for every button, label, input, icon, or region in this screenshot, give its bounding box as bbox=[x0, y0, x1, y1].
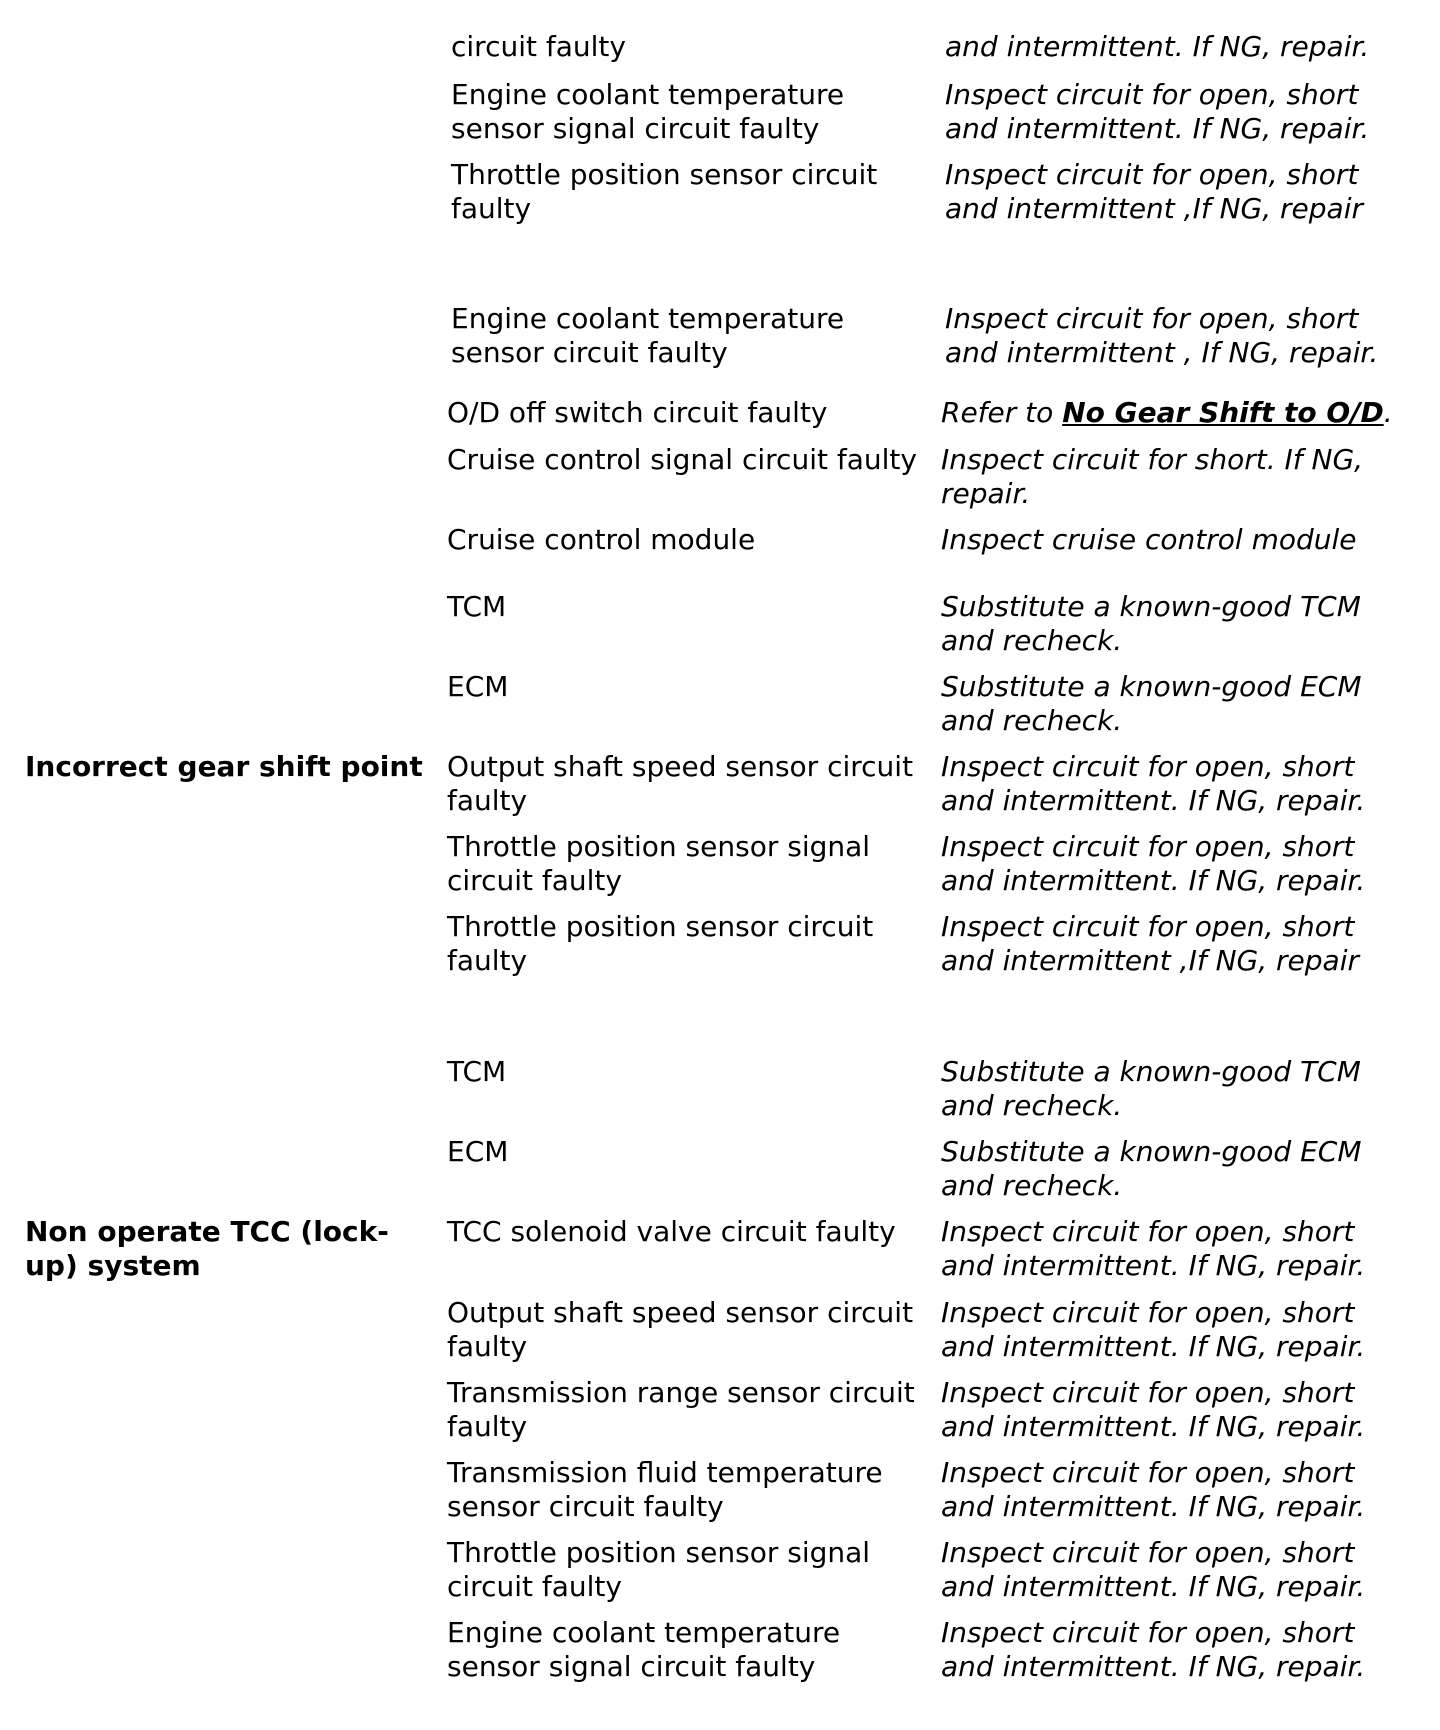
action-text: Substitute a known-good TCM and recheck. bbox=[941, 590, 1361, 657]
action-text: Inspect circuit for open, short and intermittent ,If NG, repair bbox=[945, 158, 1364, 225]
action-text: Inspect circuit for open, short and intermittent. If NG, repair. bbox=[941, 1215, 1366, 1282]
cause-text: Throttle position sensor circuit faulty bbox=[451, 158, 878, 225]
cause-text: Output shaft speed sensor circuit faulty bbox=[447, 750, 914, 817]
action-text: Substitute a known-good ECM and recheck. bbox=[941, 670, 1362, 737]
cause-text: Engine coolant temperature sensor signal circuit faulty bbox=[451, 78, 845, 145]
action-text: Substitute a known-good TCM and recheck. bbox=[941, 1055, 1361, 1122]
condition-label: Non operate TCC (lock- up) system bbox=[25, 1215, 389, 1282]
cause-text: TCM bbox=[447, 590, 507, 623]
action-text: and intermittent. If NG, repair. bbox=[945, 30, 1370, 63]
action-text: Inspect circuit for open, short and intermittent ,If NG, repair bbox=[941, 910, 1360, 977]
cause-text: Transmission fluid temperature sensor circuit faulty bbox=[447, 1456, 883, 1523]
cause-text: O/D off switch circuit faulty bbox=[447, 396, 828, 429]
cause-text: Cruise control module bbox=[447, 523, 756, 556]
cause-text: ECM bbox=[447, 670, 509, 703]
cause-text: Transmission range sensor circuit faulty bbox=[447, 1376, 915, 1443]
action-text: Inspect circuit for open, short and intermittent. If NG, repair. bbox=[941, 1456, 1366, 1523]
no-gear-shift-od-link[interactable]: No Gear Shift to O/D bbox=[1062, 396, 1384, 429]
cause-text: Engine coolant temperature sensor signal circuit faulty bbox=[447, 1616, 841, 1683]
action-text: Inspect circuit for open, short and intermittent. If NG, repair. bbox=[941, 750, 1366, 817]
cause-text: Cruise control signal circuit faulty bbox=[447, 443, 917, 476]
cause-text: Output shaft speed sensor circuit faulty bbox=[447, 1296, 914, 1363]
cause-text: Throttle position sensor signal circuit faulty bbox=[447, 1536, 871, 1603]
action-text: Inspect circuit for open, short and intermittent. If NG, repair. bbox=[941, 1536, 1366, 1603]
action-text: Substitute a known-good ECM and recheck. bbox=[941, 1135, 1362, 1202]
cause-text: TCM bbox=[447, 1055, 507, 1088]
cause-text: Engine coolant temperature sensor circuit faulty bbox=[451, 302, 845, 369]
condition-label: Incorrect gear shift point bbox=[25, 750, 423, 783]
action-text: Refer to No Gear Shift to O/D. bbox=[941, 396, 1393, 429]
cause-text: ECM bbox=[447, 1135, 509, 1168]
action-text: Inspect circuit for open, short and intermittent. If NG, repair. bbox=[941, 1376, 1366, 1443]
cause-text: circuit faulty bbox=[451, 30, 626, 63]
cause-text: Throttle position sensor signal circuit faulty bbox=[447, 830, 871, 897]
action-text: Inspect circuit for short. If NG, repair. bbox=[941, 443, 1364, 510]
action-text: Inspect circuit for open, short and intermittent , If NG, repair. bbox=[945, 302, 1379, 369]
action-text: Inspect cruise control module bbox=[941, 523, 1357, 556]
action-text: Inspect circuit for open, short and intermittent. If NG, repair. bbox=[945, 78, 1370, 145]
cause-text: Throttle position sensor circuit faulty bbox=[447, 910, 874, 977]
action-text: Inspect circuit for open, short and intermittent. If NG, repair. bbox=[941, 830, 1366, 897]
cause-text: TCC solenoid valve circuit faulty bbox=[447, 1215, 896, 1248]
action-text: Inspect circuit for open, short and intermittent. If NG, repair. bbox=[941, 1296, 1366, 1363]
action-text: Inspect circuit for open, short and intermittent. If NG, repair. bbox=[941, 1616, 1366, 1683]
